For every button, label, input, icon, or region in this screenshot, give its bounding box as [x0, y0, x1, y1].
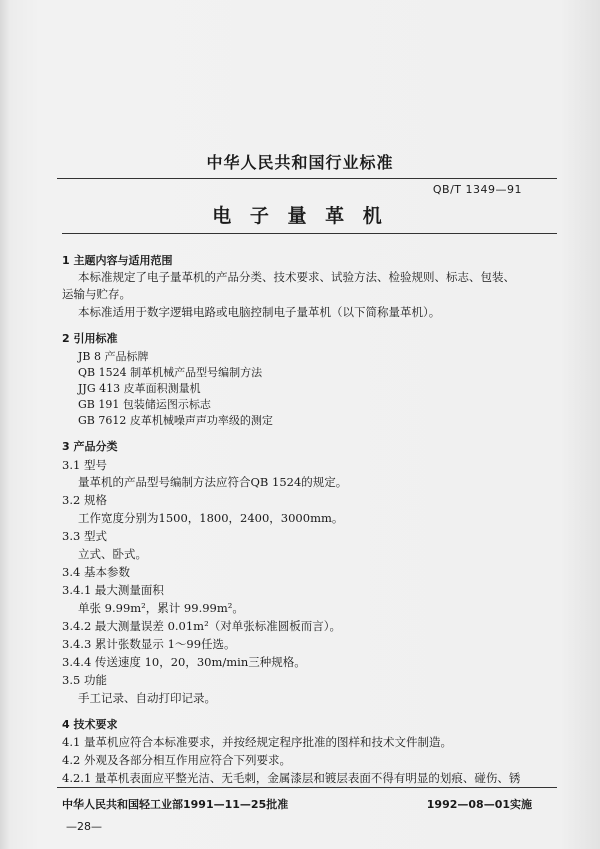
page-number: —28— — [66, 820, 102, 833]
subsection-3-2-text: 工作宽度分别为1500，1800，2400，3000mm。 — [78, 511, 344, 525]
section-1-paragraph-2: 本标准适用于数字逻辑电路或电脑控制电子量革机（以下简称量革机）。 — [78, 305, 441, 319]
section-3-heading: 3 产品分类 — [62, 440, 118, 453]
section-2-heading: 2 引用标准 — [62, 332, 118, 345]
section-1-paragraph-1-line-2: 运输与贮存。 — [62, 287, 131, 301]
subsection-3-5: 3.5 功能 — [62, 673, 107, 687]
header-rule — [57, 178, 557, 179]
section-1-paragraph-1-line-1: 本标准规定了电子量革机的产品分类、技术要求、试验方法、检验规则、标志、包装、 — [78, 270, 515, 284]
section-1-heading: 1 主题内容与适用范围 — [62, 254, 173, 267]
subsection-4-1: 4.1 量革机应符合本标准要求，并按经规定程序批准的图样和技术文件制造。 — [62, 735, 452, 749]
footer-rule — [57, 787, 557, 788]
approval-line: 中华人民共和国轻工业部1991—11—25批准 — [62, 798, 289, 811]
standard-code: QB/T 1349—91 — [432, 183, 522, 196]
subsection-3-5-text: 手工记录、自动打印记录。 — [78, 691, 216, 705]
subsection-3-4-4: 3.4.4 传送速度 10，20，30m/min三种规格。 — [62, 655, 306, 669]
reference-item: GB 7612 皮革机械噪声声功率级的测定 — [78, 414, 273, 427]
standard-type-heading: 中华人民共和国行业标准 — [206, 153, 394, 172]
subsection-3-4-2: 3.4.2 最大测量误差 0.01m²（对单张标准圆板而言）。 — [62, 619, 341, 633]
reference-item: QB 1524 制革机械产品型号编制方法 — [78, 366, 263, 379]
reference-item: JJG 413 皮革面积测量机 — [78, 382, 201, 395]
title-rule — [62, 233, 557, 234]
subsection-3-4-1-text: 单张 9.99m²，累计 99.99m²。 — [78, 601, 244, 615]
subsection-3-4: 3.4 基本参数 — [62, 565, 130, 579]
subsection-3-1-text: 量革机的产品型号编制方法应符合QB 1524的规定。 — [78, 475, 348, 489]
document-title: 电 子 量 革 机 — [212, 205, 388, 227]
effective-date: 1992—08—01实施 — [426, 798, 532, 811]
subsection-3-2: 3.2 规格 — [62, 493, 107, 507]
subsection-4-2-1: 4.2.1 量革机表面应平整光洁、无毛刺，金属漆层和镀层表面不得有明显的划痕、碰伤、锈 — [62, 771, 521, 785]
subsection-3-3-text: 立式、卧式。 — [78, 547, 147, 561]
subsection-3-1: 3.1 型号 — [62, 458, 107, 472]
subsection-3-4-3: 3.4.3 累计张数显示 1～99任选。 — [62, 637, 236, 651]
subsection-3-3: 3.3 型式 — [62, 529, 107, 543]
section-4-heading: 4 技术要求 — [62, 718, 118, 731]
reference-item: GB 191 包装储运图示标志 — [78, 398, 211, 411]
reference-item: JB 8 产品标牌 — [78, 350, 149, 363]
subsection-3-4-1: 3.4.1 最大测量面积 — [62, 583, 164, 597]
subsection-4-2: 4.2 外观及各部分相互作用应符合下列要求。 — [62, 753, 291, 767]
